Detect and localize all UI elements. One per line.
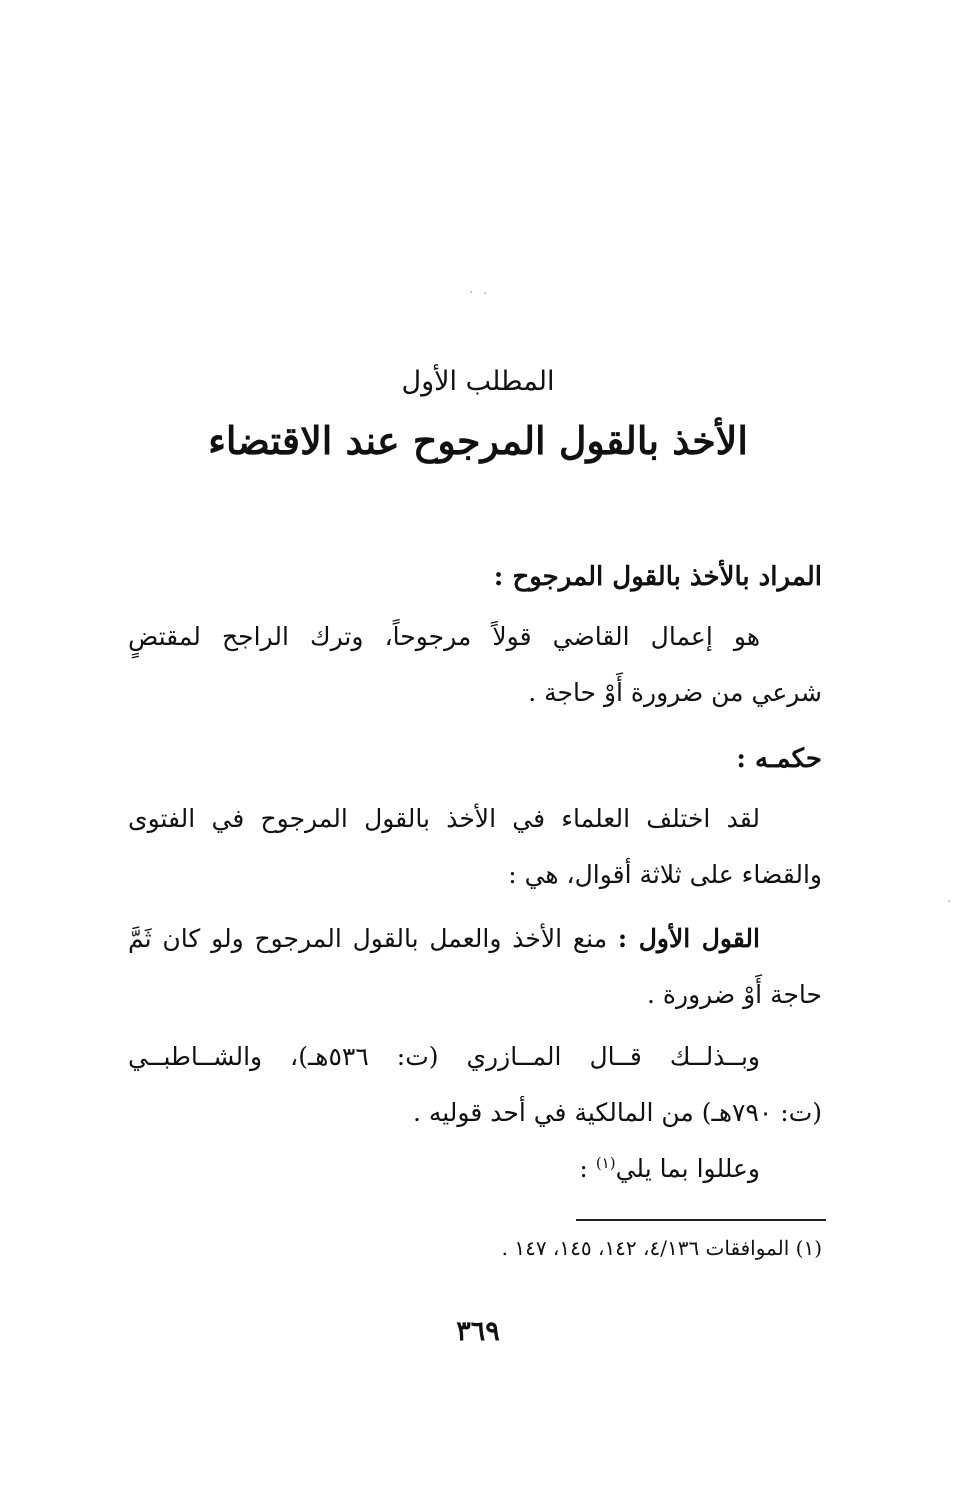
definition-line-1: هو إعمال القاضي قولاً مرجوحاً، وترك الراجح لمقتضٍ [128,622,760,651]
section-title: الأخذ بالقول المرجوح عند الاقتضاء [208,418,748,463]
attribution-line-2: (ت: ٧٩٠هـ) من المالكية في أحد قوليه . [412,1098,822,1127]
page-number: ٣٦٩ [456,1316,500,1347]
definition-line-2: شرعي من ضرورة أَوْ حاجة . [528,678,822,707]
reasons-line [579,1154,760,1183]
scan-speck [470,291,472,293]
first-opinion-label: القول الأول : [617,924,760,953]
scan-speck [948,900,950,902]
first-opinion-text: منع الأخذ والعمل بالقول المرجوح ولو كان ثَمَّ [128,924,608,953]
footnote-reference: (١) [595,1154,616,1172]
first-opinion-line-1 [128,924,760,953]
footnote-separator [576,1219,826,1221]
footnote-text: الموافقات ٤/١٣٦، ١٤٢، ١٤٥، ١٤٧ . [501,1236,790,1260]
reasons-colon: : [579,1154,588,1183]
section-label: المطلب الأول [401,366,555,397]
reasons-text: وعللوا بما يلي [615,1154,760,1183]
ruling-heading: حكمـه : [736,744,822,774]
scan-speck [484,292,486,294]
attribution-line-1: وبــذلــك قــال المــازري (ت: ٥٣٦هـ)، والشــاطبــي [128,1042,760,1071]
footnote-1 [502,1236,822,1260]
definition-heading: المراد بالأخذ بالقول المرجوح : [493,562,822,592]
first-opinion-line-2: حاجة أَوْ ضرورة . [647,980,822,1009]
footnote-marker: (١) [795,1236,822,1260]
ruling-line-1: لقد اختلف العلماء في الأخذ بالقول المرجوح في الفتوى [128,804,760,833]
ruling-line-2: والقضاء على ثلاثة أقوال، هي : [508,860,822,889]
